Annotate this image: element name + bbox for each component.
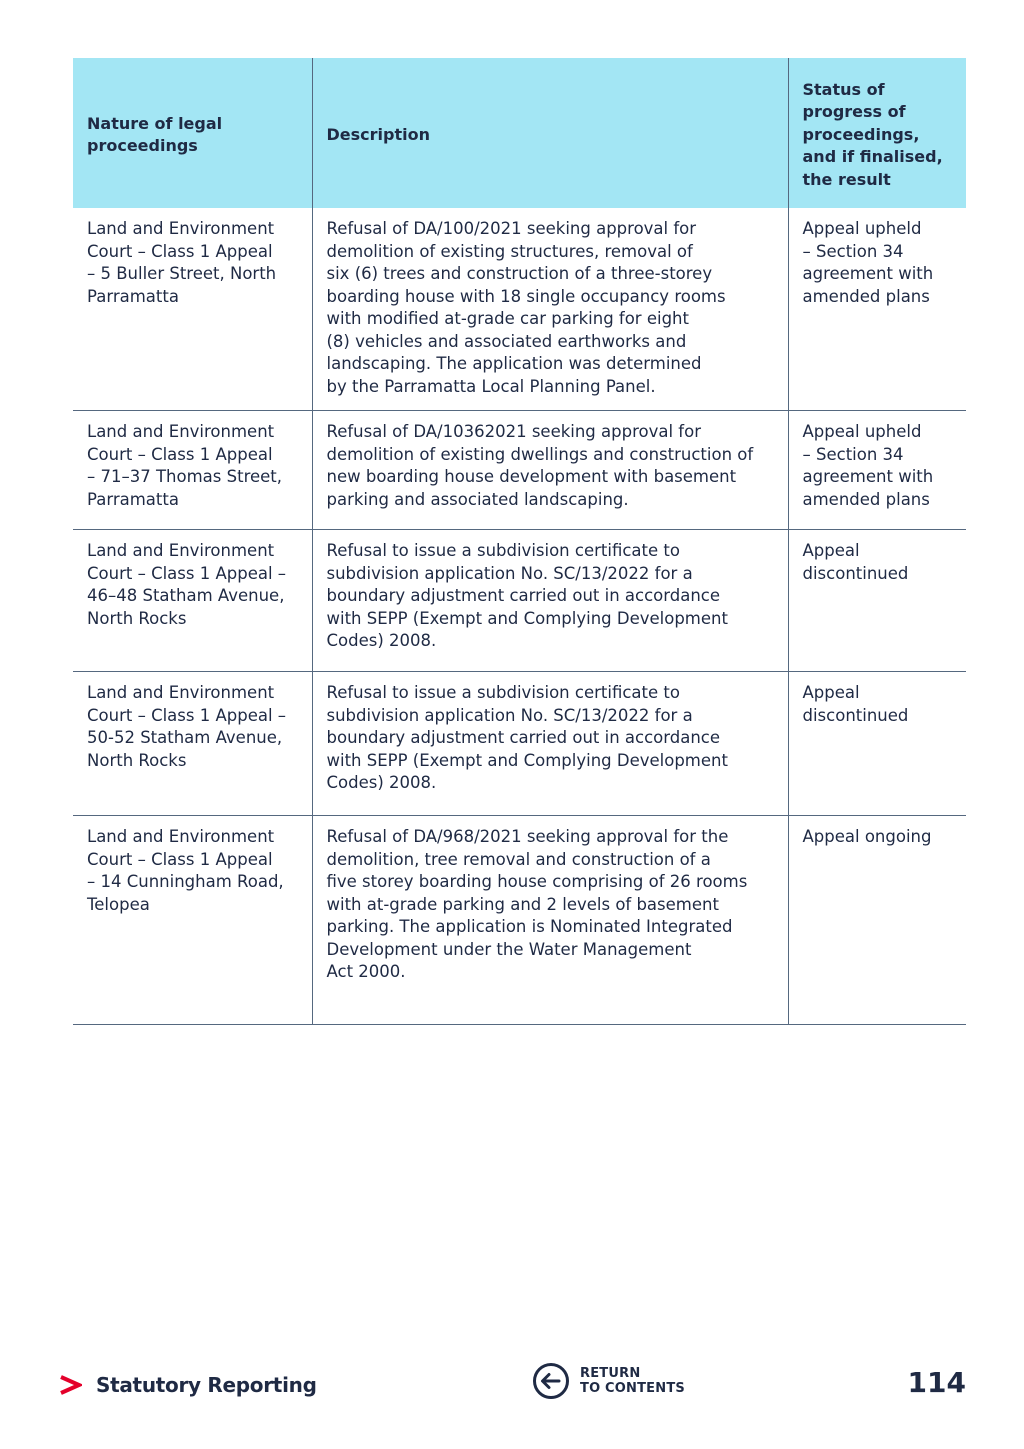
description-text: Refusal of DA/10362021 seeking approval for demolition of existing dwellings and construction of new boarding house development with basement parking and associated landscaping. <box>326 422 754 509</box>
table-row <box>73 208 966 411</box>
description-text: Refusal of DA/100/2021 seeking approval for demolition of existing structures, removal of six (6) trees and construction of a three-storey boarding house with 18 single occupancy rooms with modified at-grade car parking for eight (8) vehicles and associated earthworks and landscaping. The application was determined by the Parramatta Local Planning Panel. <box>326 219 726 396</box>
section-label: Statutory Reporting <box>96 1373 317 1397</box>
chevron-right-icon <box>58 1375 82 1395</box>
nature-text: Land and Environment Court – Class 1 Appeal – 14 Cunningham Road, Telopea <box>87 827 284 914</box>
cell-description <box>312 530 788 672</box>
footer-section <box>58 1368 317 1402</box>
header-nature <box>73 58 312 208</box>
status-text: Appeal discontinued <box>802 683 909 725</box>
cell-description <box>312 411 788 530</box>
return-to-contents-label: RETURN TO CONTENTS <box>580 1366 685 1396</box>
description-text: Refusal to issue a subdivision certificate to subdivision application No. SC/13/2022 for a boundary adjustment carried out in accordance with SEPP (Exempt and Complying Development Codes) 2008. <box>326 541 728 650</box>
cell-status <box>788 208 966 411</box>
cell-status <box>788 530 966 672</box>
header-description-label: Description <box>326 124 430 144</box>
cell-description <box>312 816 788 1025</box>
status-text: Appeal discontinued <box>802 541 909 583</box>
header-nature-label: Nature of legal proceedings <box>87 113 223 155</box>
cell-description <box>312 208 788 411</box>
cell-status <box>788 672 966 816</box>
cell-nature <box>73 208 312 411</box>
description-text: Refusal to issue a subdivision certificate to subdivision application No. SC/13/2022 for a boundary adjustment carried out in accordance with SEPP (Exempt and Complying Development Codes) 2008. <box>326 683 728 792</box>
table-row <box>73 411 966 530</box>
cell-status <box>788 411 966 530</box>
nature-text: Land and Environment Court – Class 1 Appeal – 71–37 Thomas Street, Parramatta <box>87 422 283 509</box>
description-text: Refusal of DA/968/2021 seeking approval for the demolition, tree removal and construction of a five storey boarding house comprising of 26 rooms with at-grade parking and 2 levels of basement parking. The application is Nominated Integrated Development under the Water Management Act 2000. <box>326 827 748 981</box>
header-description <box>312 58 788 208</box>
cell-description <box>312 672 788 816</box>
arrow-left-circle-icon <box>532 1362 570 1400</box>
nature-text: Land and Environment Court – Class 1 Appeal – 50-52 Statham Avenue, North Rocks <box>87 683 287 770</box>
cell-status <box>788 816 966 1025</box>
header-status <box>788 58 966 208</box>
cell-nature <box>73 672 312 816</box>
table-row <box>73 672 966 816</box>
status-text: Appeal upheld – Section 34 agreement with amended plans <box>802 422 934 509</box>
table-row <box>73 530 966 672</box>
cell-nature <box>73 411 312 530</box>
return-to-contents-link[interactable] <box>532 1362 685 1400</box>
legal-proceedings-table <box>73 58 966 1025</box>
page-number: 114 <box>907 1366 966 1399</box>
header-status-label: Status of progress of proceedings, and if finalised, the result <box>802 79 943 189</box>
status-text: Appeal upheld – Section 34 agreement with amended plans <box>802 219 934 306</box>
nature-text: Land and Environment Court – Class 1 Appeal – 46–48 Statham Avenue, North Rocks <box>87 541 287 628</box>
nature-text: Land and Environment Court – Class 1 Appeal – 5 Buller Street, North Parramatta <box>87 219 277 306</box>
cell-nature <box>73 816 312 1025</box>
table-header-row <box>73 58 966 208</box>
cell-nature <box>73 530 312 672</box>
table-row <box>73 816 966 1025</box>
status-text: Appeal ongoing <box>802 827 932 846</box>
